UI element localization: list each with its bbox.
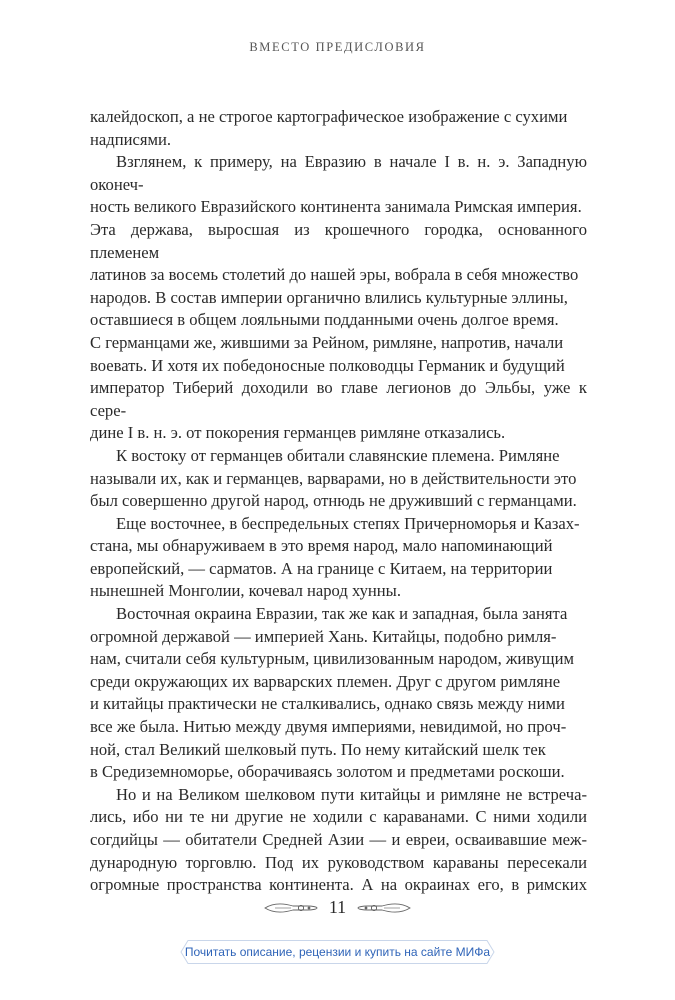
- paragraph-5: [90, 603, 587, 784]
- text-line: Эта держава, выросшая из крошечного городка, основанного племенем: [90, 219, 587, 262]
- paragraph-4: [90, 513, 587, 603]
- text-line: называли их, как и германцев, варварами, но в действительности это: [90, 468, 577, 488]
- text-line: оставшиеся в общем лояльными подданными очень долгое время.: [90, 310, 559, 330]
- text-line: согдийцы — обитатели Средней Азии — и евреи, осваивавшие меж-: [90, 830, 587, 849]
- text-line: император Тиберий доходили во главе легионов до Эльбы, уже к сере-: [90, 378, 587, 420]
- promo-link[interactable]: Почитать описание, рецензии и купить на сайте МИФа: [184, 945, 491, 959]
- promo-banner[interactable]: [180, 940, 495, 964]
- text-line: нам, считали себя культурным, цивилизованным народом, живущим: [90, 649, 574, 669]
- text-line: дународную торговлю. Под их руководством караваны пересекали: [90, 852, 587, 872]
- text-line: дине I в. н. э. от покорения германцев римляне отказались.: [90, 423, 506, 443]
- text-line: К востоку от германцев обитали славянские племена. Римляне: [116, 445, 560, 465]
- text-line: Но и на Великом шелковом пути китайцы и римляне не встреча-: [116, 784, 587, 804]
- text-line: воевать. И хотя их победоносные полководцы Германик и будущий: [90, 355, 565, 375]
- text-line: огромной державой — империей Хань. Китайцы, подобно римля-: [90, 626, 557, 646]
- text-line: в Средиземноморье, оборачиваясь золотом и предметами роскоши.: [90, 762, 565, 782]
- paragraph-2: [90, 151, 587, 445]
- page-number: 11: [328, 897, 347, 917]
- ornament-left-icon: [263, 901, 319, 915]
- text-line: С германцами же, жившими за Рейном, римляне, напротив, начали: [90, 332, 564, 352]
- text-line: и китайцы практически не сталкивались, однако связь между ними: [90, 694, 565, 714]
- ornament-right-icon: [356, 901, 412, 915]
- text-line: лись, ибо ни те ни другие не ходили с караванами. С ними ходили: [90, 807, 587, 827]
- running-head: ВМЕСТО ПРЕДИСЛОВИЯ: [249, 40, 426, 54]
- paragraph-6: [90, 784, 587, 897]
- text-line: среди окружающих их варварских племен. Друг с другом римляне: [90, 671, 561, 691]
- paragraph-3: [90, 445, 587, 513]
- text-line: Еще восточнее, в беспредельных степях Причерноморья и Казах-: [116, 513, 580, 533]
- text-line: латинов за восемь столетий до нашей эры, вобрала в себя множество: [90, 265, 579, 285]
- paragraph-1: [90, 106, 587, 151]
- text-line: ность великого Евразийского континента занимала Римская империя.: [90, 197, 582, 217]
- body-text: [90, 106, 587, 897]
- text-line: стана, мы обнаруживаем в это время народ, мало напоминающий: [90, 536, 553, 556]
- text-line: народов. В состав империи органично влились культурные эллины,: [90, 287, 568, 307]
- page-footer: [0, 897, 675, 918]
- text-line: Взглянем, к примеру, на Евразию в начале I в. н. э. Западную оконеч-: [90, 152, 587, 194]
- text-line: ной, стал Великий шелковый путь. По нему китайский шелк тек: [90, 739, 546, 759]
- text-line: Восточная окраина Евразии, так же как и западная, была занята: [116, 604, 568, 624]
- text-line: калейдоскоп, а не строгое картографическое изображение с сухими: [90, 107, 568, 126]
- text-line: европейский, — сарматов. А на границе с Китаем, на территории: [90, 558, 553, 578]
- text-line: все же была. Нитью между двумя империями, невидимой, но проч-: [90, 717, 567, 737]
- text-line: был совершенно другой народ, отнюдь не друживший с германцами.: [90, 491, 577, 511]
- text-line: огромные пространства континента. А на окраинах его, в римских: [90, 875, 587, 895]
- text-line: надписями.: [90, 129, 171, 149]
- text-line: нынешней Монголии, кочевал народ хунны.: [90, 581, 401, 601]
